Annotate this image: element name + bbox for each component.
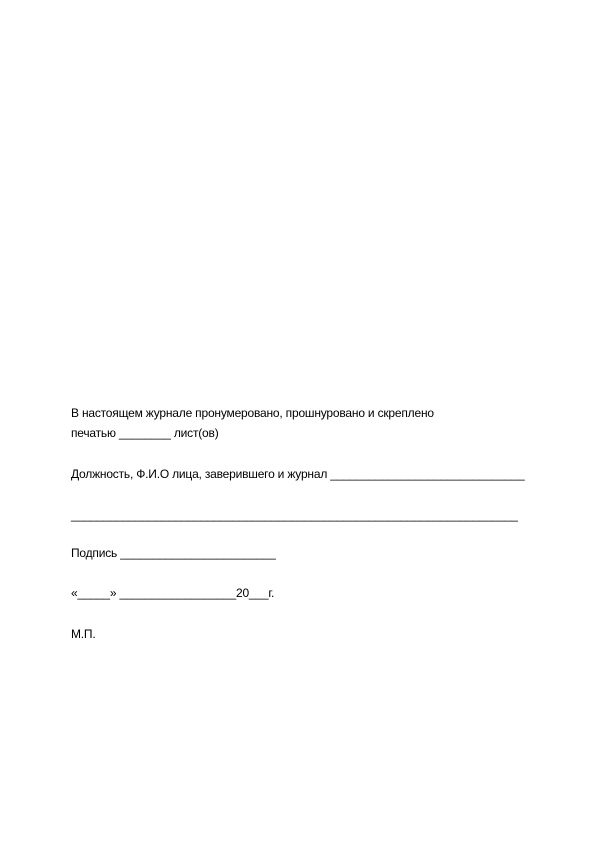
- certification-intro-line: В настоящем журнале пронумеровано, прошнуровано и скреплено: [71, 406, 434, 420]
- blank-continuation-line: _____________________________________________________________________: [71, 508, 518, 522]
- signature-line: Подпись ________________________: [71, 546, 276, 560]
- sheet-count-line: печатью ________ лист(ов): [71, 426, 219, 440]
- date-line: «_____» __________________20___г.: [71, 586, 275, 600]
- position-name-line: Должность, Ф.И.О лица, заверившего и журнал ______________________________: [71, 467, 525, 481]
- stamp-place-label: М.П.: [71, 627, 96, 641]
